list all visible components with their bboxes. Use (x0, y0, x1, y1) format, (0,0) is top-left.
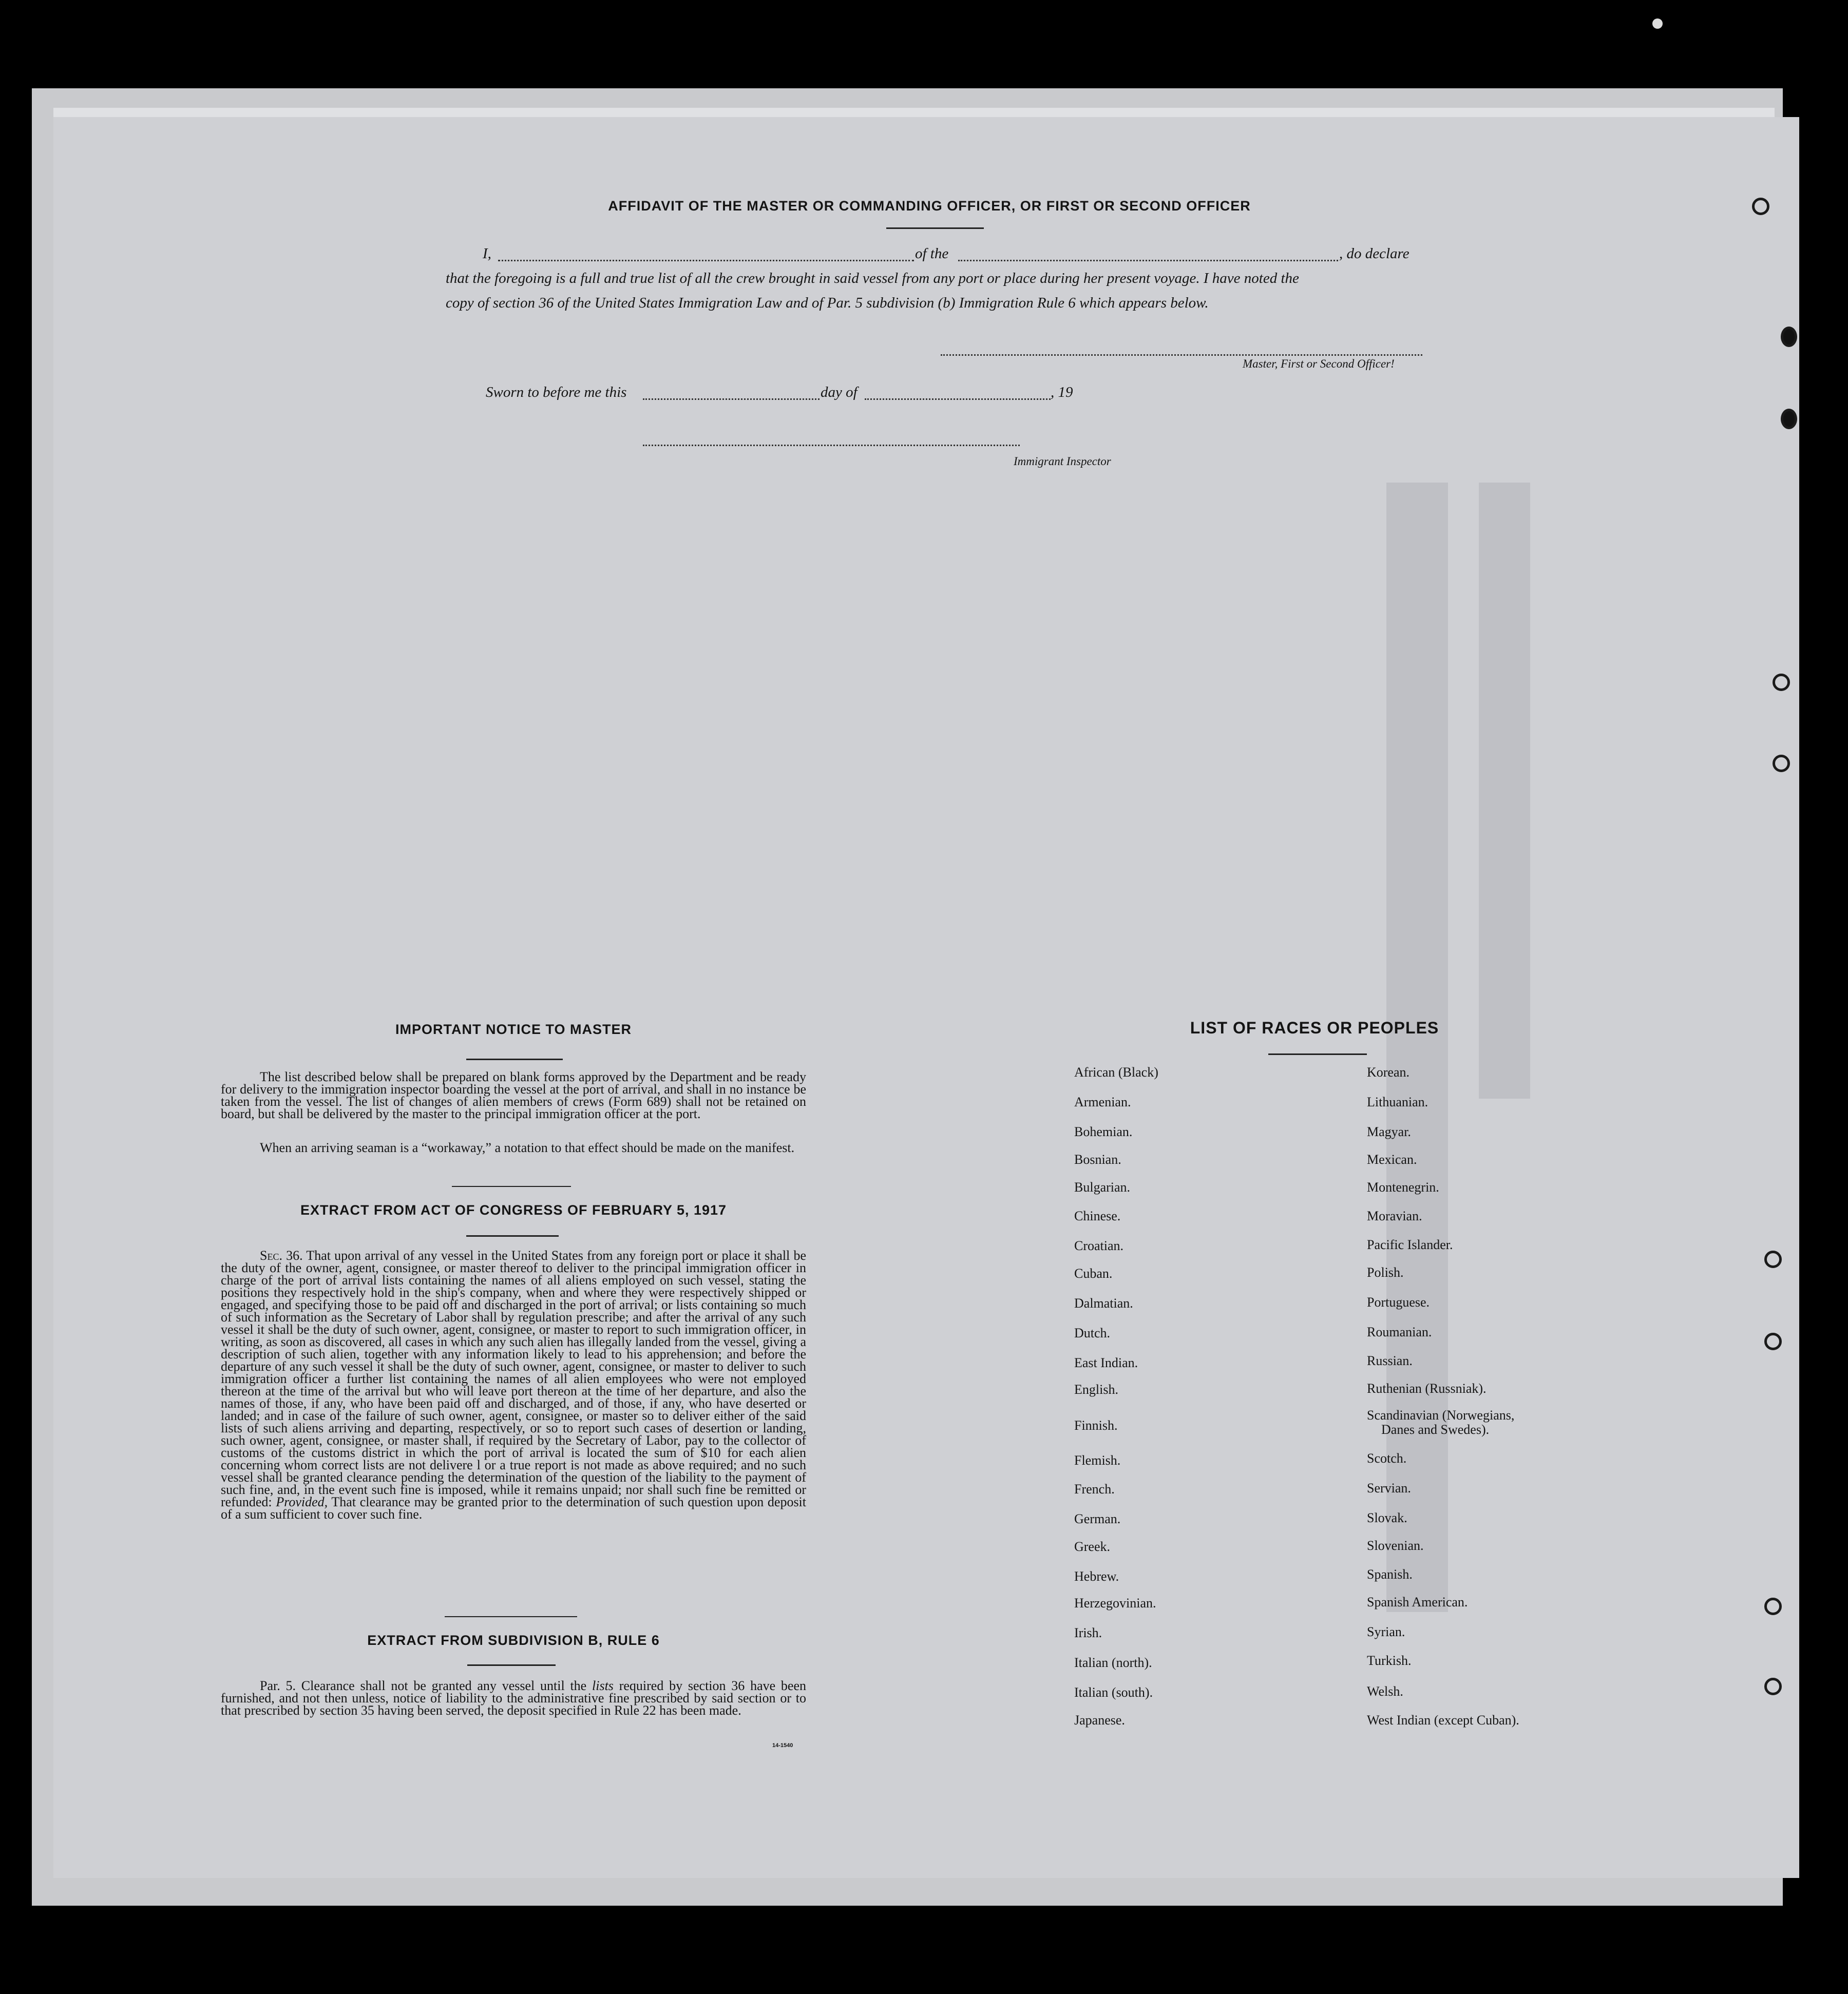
race-item: Bulgarian. (1074, 1180, 1131, 1195)
race-item: German. (1074, 1511, 1121, 1526)
race-item: Flemish. (1074, 1453, 1121, 1468)
name-field[interactable] (498, 260, 914, 261)
inspector-caption: Immigrant Inspector (1014, 455, 1111, 468)
race-item: Italian (north). (1074, 1655, 1152, 1670)
sworn-text: Sworn to before me this (486, 384, 627, 400)
rule-divider (467, 1664, 556, 1666)
race-item: Danes and Swedes). (1381, 1422, 1490, 1437)
act-text (221, 1250, 806, 1521)
document-page (53, 117, 1799, 1878)
act-tail: That clearance may be granted prior to the determination of such question upon deposit of a sum sufficient to cover such fine. (221, 1494, 807, 1522)
notice-title: IMPORTANT NOTICE TO MASTER (395, 1022, 632, 1037)
race-item: Greek. (1074, 1539, 1111, 1554)
race-item: Russian. (1367, 1353, 1413, 1368)
race-item: East Indian. (1074, 1355, 1138, 1370)
punch-hole (1773, 755, 1790, 772)
act-body: That upon arrival of any vessel in the United States from any foreign port or place it shall be the duty of the owner, agent, consignee, or master thereof to deliver to the principal immigration officer in charge of the port of arrival lists containing the names of all aliens employed on such vessel, stating the positions they respectively hold in the ship's company, when and where they were respectively shipped or engaged, and specifying those to be paid off and discharged in the port of arrival; or lists containing so much of such information as the Secretary of Labor shall by regulation prescribe; and after the arrival of any such vessel it shall be the duty of such owner, agent, consignee, or master to report to such immigration officer, in writing, as soon as discovered, all cases in which any such alien has illegally landed from the vessel, giving a description of such alien, together with any information likely to lead to his apprehension; and before the departure of any such vessel it shall be the duty of such owner, agent, consignee, or master to deliver to such immigration officer a further list containing the names of all alien employees who were not employed thereon at the time of the arrival but who will leave port thereon at the time of her departure, and also the names of those, if any, who have been paid off and discharged, and of those, if any, who have deserted or landed; and in case of the failure of such owner, agent, consignee, or master so to deliver either of the said lists of such aliens arriving and departing, respectively, or so to report such cases of desertion or landing, such owner, agent, consignee, or master shall, if required by the Secretary of Labor, pay to the collector of customs of the customs district in which the port of arrival is located the sum of $10 for each alien concerning whom correct lists are not delivere l or a true report is not made as above required; and no such vessel shall be granted clearance pending the determination of the question of the liability to the payment of such fine, and, in the event such fine is imposed, while it remains unpaid; nor shall such fine be remitted or refunded: (221, 1248, 806, 1509)
race-item: Portuguese. (1367, 1295, 1430, 1310)
affidavit-i: I, (483, 245, 491, 262)
race-item: Pacific Islander. (1367, 1237, 1453, 1252)
race-item: Turkish. (1367, 1653, 1412, 1668)
race-item: Italian (south). (1074, 1685, 1153, 1700)
form-number: 14-1540 (772, 1742, 793, 1749)
race-item: Finnish. (1074, 1418, 1118, 1433)
section-divider (452, 1186, 571, 1187)
rule-text (221, 1680, 806, 1717)
race-item: Chinese. (1074, 1209, 1121, 1223)
provided-word: Provided, (276, 1494, 328, 1509)
race-item: Korean. (1367, 1065, 1410, 1080)
year-text: , 19 (1051, 384, 1073, 400)
race-item: French. (1074, 1482, 1115, 1497)
race-item: African (Black) (1074, 1065, 1158, 1080)
punch-hole (1764, 1251, 1782, 1268)
master-signature-line[interactable] (941, 354, 1422, 356)
act-title: EXTRACT FROM ACT OF CONGRESS OF FEBRUARY 5, 1917 (300, 1202, 727, 1218)
sheet-top-edge (53, 108, 1775, 118)
act-divider (466, 1235, 559, 1237)
punch-hole (1781, 327, 1797, 347)
race-item: Syrian. (1367, 1624, 1405, 1639)
notice-para1: The list described below shall be prepared on blank forms approved by the Department and be ready for delivery to the immigration inspector boarding the vessel at the port of arrival, and shall in no instance be taken from the vessel. The list of changes of alien members of crews (Form 689) shall not be retained on board, but shall be delivered by the master to the principal immigration officer at the port. (221, 1069, 806, 1121)
affidavit-line2: that the foregoing is a full and true list of all the crew brought in said vessel from any port or place during her present voyage. I have noted the (446, 270, 1299, 286)
race-item: West Indian (except Cuban). (1367, 1713, 1519, 1728)
race-item: Scandinavian (Norwegians, (1367, 1408, 1515, 1423)
races-title: LIST OF RACES OR PEOPLES (1190, 1019, 1439, 1037)
punch-hole (1773, 674, 1790, 691)
race-item: Spanish American. (1367, 1595, 1468, 1609)
race-item: Roumanian. (1367, 1325, 1432, 1339)
sec-label: Sec. 36. (260, 1248, 303, 1263)
race-item: Polish. (1367, 1265, 1404, 1280)
race-item: Lithuanian. (1367, 1095, 1428, 1109)
rule-text-a: Par. 5. Clearance shall not be granted any vessel until the (260, 1678, 587, 1693)
race-item: Scotch. (1367, 1451, 1407, 1466)
sworn-day-field[interactable] (643, 398, 820, 400)
master-caption: Master, First or Second Officer! (1243, 357, 1395, 370)
race-item: Dalmatian. (1074, 1296, 1133, 1311)
punch-hole (1752, 198, 1769, 215)
show-through-column (1479, 483, 1530, 1099)
race-item: Slovak. (1367, 1510, 1407, 1525)
race-item: Hebrew. (1074, 1569, 1119, 1584)
lists-word: lists (592, 1678, 614, 1693)
race-item: Welsh. (1367, 1684, 1403, 1699)
race-item: Mexican. (1367, 1152, 1417, 1167)
punch-hole (1764, 1333, 1782, 1350)
rule-title: EXTRACT FROM SUBDIVISION B, RULE 6 (367, 1633, 660, 1648)
affidavit-title: AFFIDAVIT OF THE MASTER OR COMMANDING OFFICER, OR FIRST OR SECOND OFFICER (608, 198, 1251, 214)
race-item: Montenegrin. (1367, 1180, 1439, 1195)
section-divider (445, 1616, 577, 1617)
race-item: Dutch. (1074, 1326, 1111, 1340)
affidavit-declare: , do declare (1339, 245, 1409, 262)
show-through-column (1386, 483, 1448, 1612)
race-item: Croatian. (1074, 1238, 1124, 1253)
race-item: Slovenian. (1367, 1538, 1424, 1553)
race-item: Moravian. (1367, 1209, 1422, 1223)
affidavit-line3: copy of section 36 of the United States Immigration Law and of Par. 5 subdivision (b) Immigration Rule 6 which appears below. (446, 295, 1209, 311)
race-item: Cuban. (1074, 1266, 1113, 1281)
race-item: Spanish. (1367, 1567, 1413, 1582)
race-item: Japanese. (1074, 1713, 1125, 1728)
race-item: Ruthenian (Russniak). (1367, 1381, 1487, 1396)
punch-hole (1764, 1678, 1782, 1695)
inspector-signature-line[interactable] (643, 445, 1020, 446)
race-item: Herzegovinian. (1074, 1596, 1156, 1610)
punch-hole (1764, 1598, 1782, 1615)
notice-divider (466, 1059, 563, 1060)
race-item: Armenian. (1074, 1095, 1131, 1109)
title-divider (886, 227, 984, 229)
affidavit-of-the: of the (915, 245, 949, 262)
day-of-text: day of (821, 384, 858, 400)
vessel-field[interactable] (958, 260, 1338, 261)
races-divider (1268, 1053, 1367, 1055)
race-item: Bohemian. (1074, 1124, 1133, 1139)
race-item: Servian. (1367, 1481, 1411, 1496)
sworn-month-field[interactable] (865, 398, 1051, 400)
punch-hole (1781, 409, 1797, 429)
race-item: Magyar. (1367, 1124, 1411, 1139)
notice-para2: When an arriving seaman is a “workaway,” a notation to that effect should be made on the manifest. (260, 1140, 795, 1155)
race-item: English. (1074, 1382, 1118, 1397)
rule-text-b: required by section 36 have been furnished, and not then unless, notice of liability to the administrative fine prescribed by said section or to that prescribed by section 35 having been served, the deposit specified in Rule 22 has been made. (221, 1678, 807, 1718)
corner-speck (1652, 18, 1663, 29)
race-item: Irish. (1074, 1625, 1102, 1640)
race-item: Bosnian. (1074, 1152, 1121, 1167)
